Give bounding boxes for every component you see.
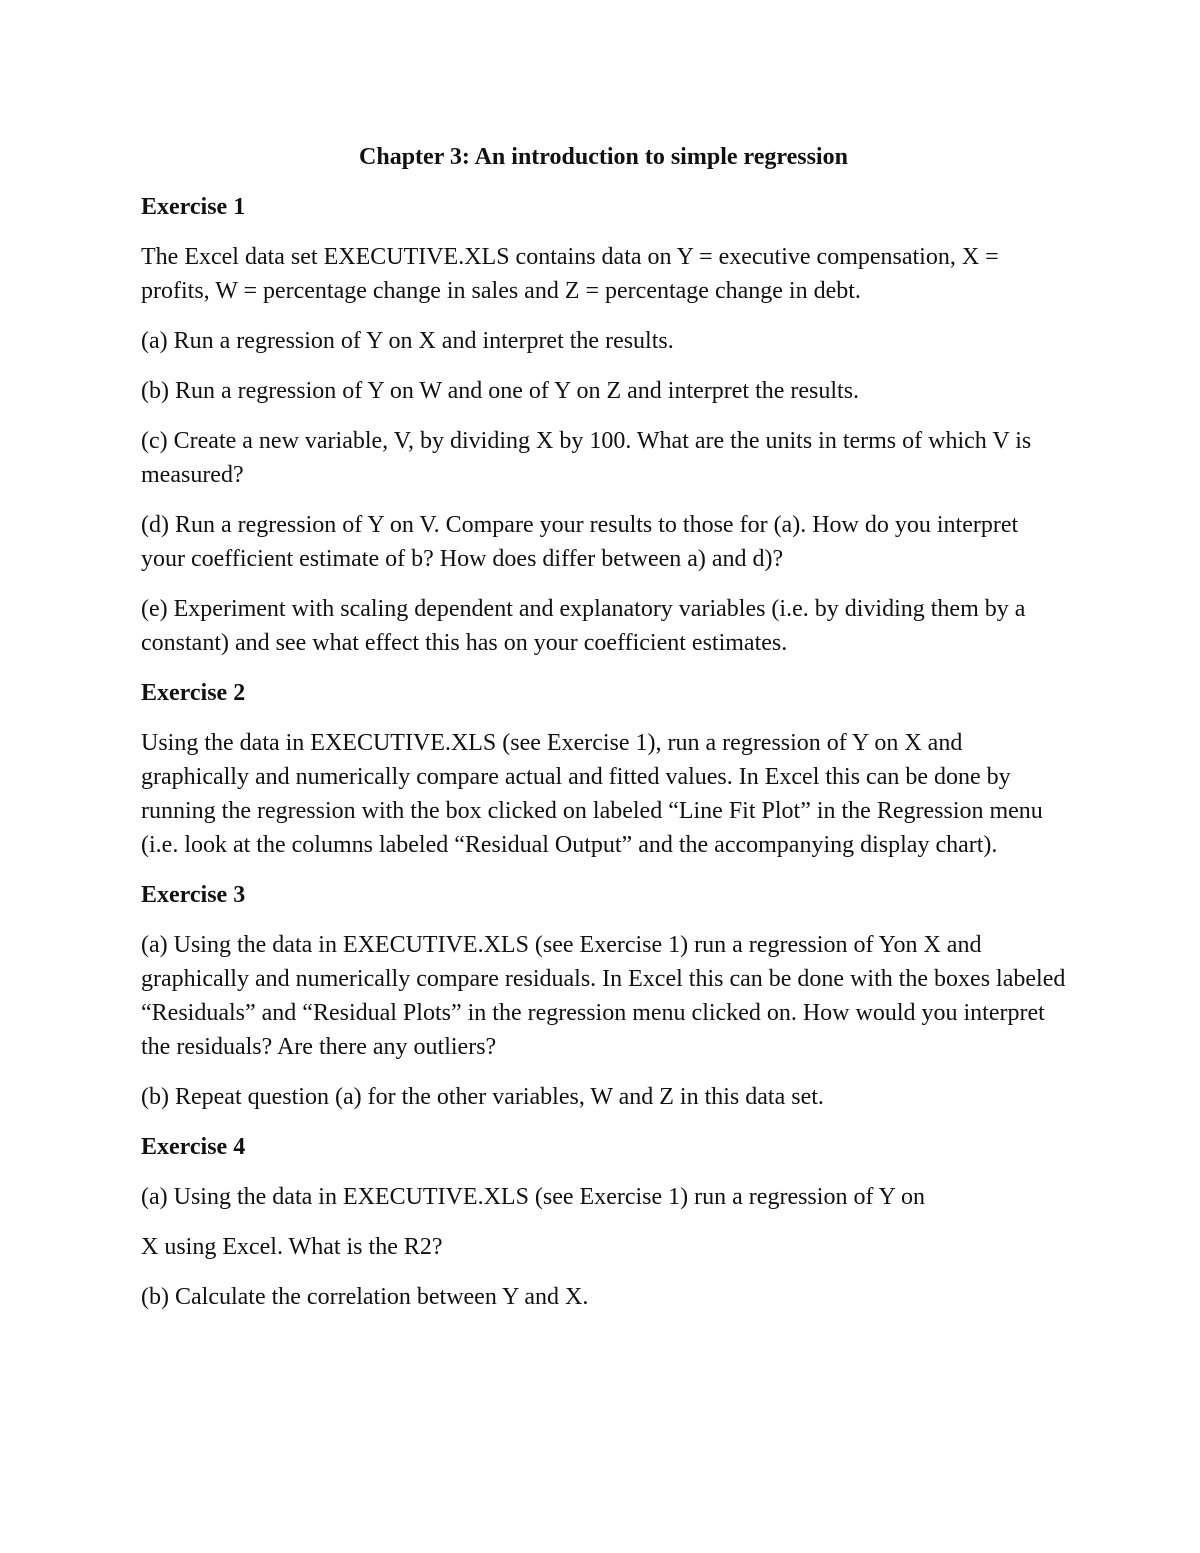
exercise-1-part-a: (a) Run a regression of Y on X and interpret the results.: [141, 328, 674, 354]
exercise-4-part-b: (b) Calculate the correlation between Y and X.: [141, 1284, 589, 1310]
exercise-1-part-d: (d) Run a regression of Y on V. Compare your results to those for (a). How do you interpret your coefficient estimate of b? How does differ between a) and d)?: [141, 512, 1019, 572]
exercise-3-part-b: (b) Repeat question (a) for the other variables, W and Z in this data set.: [141, 1084, 824, 1110]
exercise-2-text: Using the data in EXECUTIVE.XLS (see Exercise 1), run a regression of Y on X and graphically and numerically compare actual and fitted values. In Excel this can be done by running the regression with the box clicked on labeled “Line Fit Plot” in the Regression menu (i.e. look at the columns labeled “Residual Output” and the accompanying display chart).: [141, 730, 1043, 858]
exercise-3-heading: Exercise 3: [141, 882, 246, 908]
exercise-1-part-b: (b) Run a regression of Y on W and one of Y on Z and interpret the results.: [141, 378, 860, 404]
exercise-1-part-c: (c) Create a new variable, V, by dividing X by 100. What are the units in terms of which V is measured?: [141, 428, 1032, 488]
exercise-4-heading: Exercise 4: [141, 1134, 246, 1160]
exercise-2-heading: Exercise 2: [141, 680, 246, 706]
exercise-1-intro: The Excel data set EXECUTIVE.XLS contains data on Y = executive compensation, X = profits, W = percentage change in sales and Z = percentage change in debt.: [141, 244, 999, 304]
exercise-4-part-a-line-2: X using Excel. What is the R2?: [141, 1234, 443, 1260]
exercise-3-part-a: (a) Using the data in EXECUTIVE.XLS (see Exercise 1) run a regression of Yon X and graphically and numerically compare residuals. In Excel this can be done with the boxes labeled “Residuals” and “Residual Plots” in the regression menu clicked on. How would you interpret the residuals? Are there any outliers?: [141, 932, 1066, 1060]
exercise-1-heading: Exercise 1: [141, 194, 246, 220]
document-body: [141, 140, 1066, 1330]
chapter-title: Chapter 3: An introduction to simple regression: [359, 144, 848, 170]
exercise-1-part-e: (e) Experiment with scaling dependent and explanatory variables (i.e. by dividing them by a constant) and see what effect this has on your coefficient estimates.: [141, 596, 1026, 656]
exercise-4-part-a-line-1: (a) Using the data in EXECUTIVE.XLS (see Exercise 1) run a regression of Y on: [141, 1184, 925, 1210]
